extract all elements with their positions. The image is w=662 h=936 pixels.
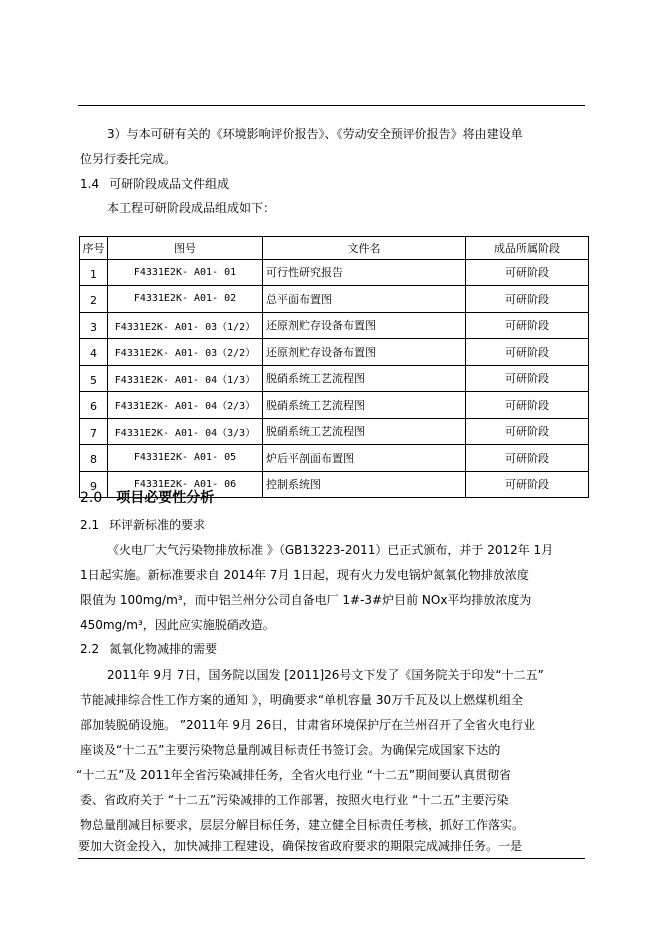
cell-stage: 可研阶段 (466, 471, 589, 498)
cell-stage: 可研阶段 (466, 339, 589, 366)
cell-stage: 可研阶段 (466, 445, 589, 472)
table-row (80, 418, 589, 445)
deliverables-table (79, 236, 589, 498)
section-number: 2.2 (80, 642, 100, 656)
section-number: 2.1 (80, 518, 100, 532)
cell-code: F4331E2K- A01- 01 (108, 259, 263, 286)
cell-no: 4 (80, 339, 108, 366)
section-title: 氮氧化物减排的需要 (109, 642, 218, 656)
table-row (80, 445, 589, 472)
cell-no: 2 (80, 286, 108, 313)
header-no: 序号 (80, 237, 108, 260)
cell-stage: 可研阶段 (466, 365, 589, 392)
cell-no: 8 (80, 445, 108, 472)
section-1-4-heading (80, 176, 229, 192)
section-2-2-line: 委、省政府关于 “十二五”污染减排的工作部署，按照火电行业 “十二五”主要污染 (80, 793, 509, 807)
section-2-1-heading (80, 517, 205, 533)
section-title: 环评新标准的要求 (109, 518, 206, 532)
header-code: 图号 (108, 237, 263, 260)
cell-no: 6 (80, 392, 108, 419)
cell-code: F4331E2K- A01- 03（1/2） (108, 312, 263, 339)
section-2-1-line: 限值为 100mg/m³，而中铝兰州分公司自备电厂 1#-3#炉目前 NOx平均排放浓度为 (80, 593, 532, 607)
cell-name: 总平面布置图 (263, 286, 466, 313)
cell-name: 脱硝系统工艺流程图 (263, 392, 466, 419)
section-2-1-line: 《火电厂大气污染物排放标准 》（GB13223-2011）已正式颁布，并于 2012年 1月 (107, 543, 554, 557)
section-2-2-line: 部加装脱硝设施。 ”2011年 9月 26日，甘肃省环境保护厅在兰州召开了全省火电行业 (80, 718, 536, 732)
cell-code: F4331E2K- A01- 04（1/3） (108, 365, 263, 392)
cell-stage: 可研阶段 (466, 418, 589, 445)
section-number: 2.0 (80, 490, 103, 506)
section-1-4-intro: 本工程可研阶段成品组成如下： (107, 201, 276, 215)
section-2-1-line: 450mg/m³，因此应实施脱硝改造。 (80, 618, 275, 632)
cell-code: F4331E2K- A01- 04（2/3） (108, 392, 263, 419)
cell-no: 9 (80, 471, 108, 498)
table-row (80, 392, 589, 419)
table-header-row (80, 237, 589, 260)
item3-line1: 3）与本可研有关的《环境影响评价报告》、《劳动安全预评价报告》将由建设单 (107, 127, 523, 141)
cell-stage: 可研阶段 (466, 312, 589, 339)
table-row (80, 286, 589, 313)
cell-code: F4331E2K- A01- 06 (108, 471, 263, 498)
cell-code: F4331E2K- A01- 03（2/2） (108, 339, 263, 366)
header-rule (78, 105, 585, 106)
cell-code: F4331E2K- A01- 02 (108, 286, 263, 313)
footer-rule (78, 858, 585, 859)
cell-name: 还原剂贮存设备布置图 (263, 339, 466, 366)
section-2-2-line: 要加大资金投入，加快减排工程建设，确保按省政府要求的期限完成减排任务。一是 (78, 839, 523, 853)
item3-line2: 位另行委托完成。 (80, 152, 177, 166)
section-title: 可研阶段成品文件组成 (109, 177, 230, 191)
cell-code: F4331E2K- A01- 05 (108, 445, 263, 472)
cell-no: 1 (80, 259, 108, 286)
section-2-2-line: 2011年 9月 7日，国务院以国发 [2011]26号文下发了《国务院关于印发“十二五” (107, 668, 544, 682)
cell-stage: 可研阶段 (466, 259, 589, 286)
cell-name: 控制系统图 (263, 471, 466, 498)
header-stage: 成品所属阶段 (466, 237, 589, 260)
section-2-1-line: 1日起实施。新标准要求自 2014年 7月 1日起，现有火力发电锅炉氮氧化物排放浓度 (80, 568, 529, 582)
header-filename: 文件名 (263, 237, 466, 260)
cell-no: 5 (80, 365, 108, 392)
cell-no: 3 (80, 312, 108, 339)
table-row (80, 365, 589, 392)
cell-code: F4331E2K- A01- 04（3/3） (108, 418, 263, 445)
cell-name: 还原剂贮存设备布置图 (263, 312, 466, 339)
cell-stage: 可研阶段 (466, 392, 589, 419)
cell-stage: 可研阶段 (466, 286, 589, 313)
table-row (80, 339, 589, 366)
table-row (80, 312, 589, 339)
section-2-2-line: “十二五”及 2011年全省污染减排任务，全省火电行业 “十二五”期间要认真贯彻省 (76, 768, 512, 782)
section-2-2-line: 座谈及“十二五”主要污染物总量削减目标责任书签订会。为确保完成国家下达的 (80, 743, 501, 757)
section-2-2-line: 节能减排综合性工作方案的通知 》，明确要求“单机容量 30万千瓦及以上燃煤机组全 (80, 693, 524, 707)
section-2-2-heading (80, 641, 217, 657)
section-title: 项目必要性分析 (116, 490, 215, 506)
cell-name: 脱硝系统工艺流程图 (263, 418, 466, 445)
cell-name: 可行性研究报告 (263, 259, 466, 286)
cell-name: 脱硝系统工艺流程图 (263, 365, 466, 392)
section-2-2-line: 物总量削减目标要求，层层分解目标任务，建立健全目标责任考核，抓好工作落实。 (80, 818, 525, 832)
cell-name: 炉后平剖面布置图 (263, 445, 466, 472)
cell-no: 7 (80, 418, 108, 445)
table-row (80, 259, 589, 286)
section-number: 1.4 (80, 177, 100, 191)
section-2-0-heading (80, 490, 214, 506)
